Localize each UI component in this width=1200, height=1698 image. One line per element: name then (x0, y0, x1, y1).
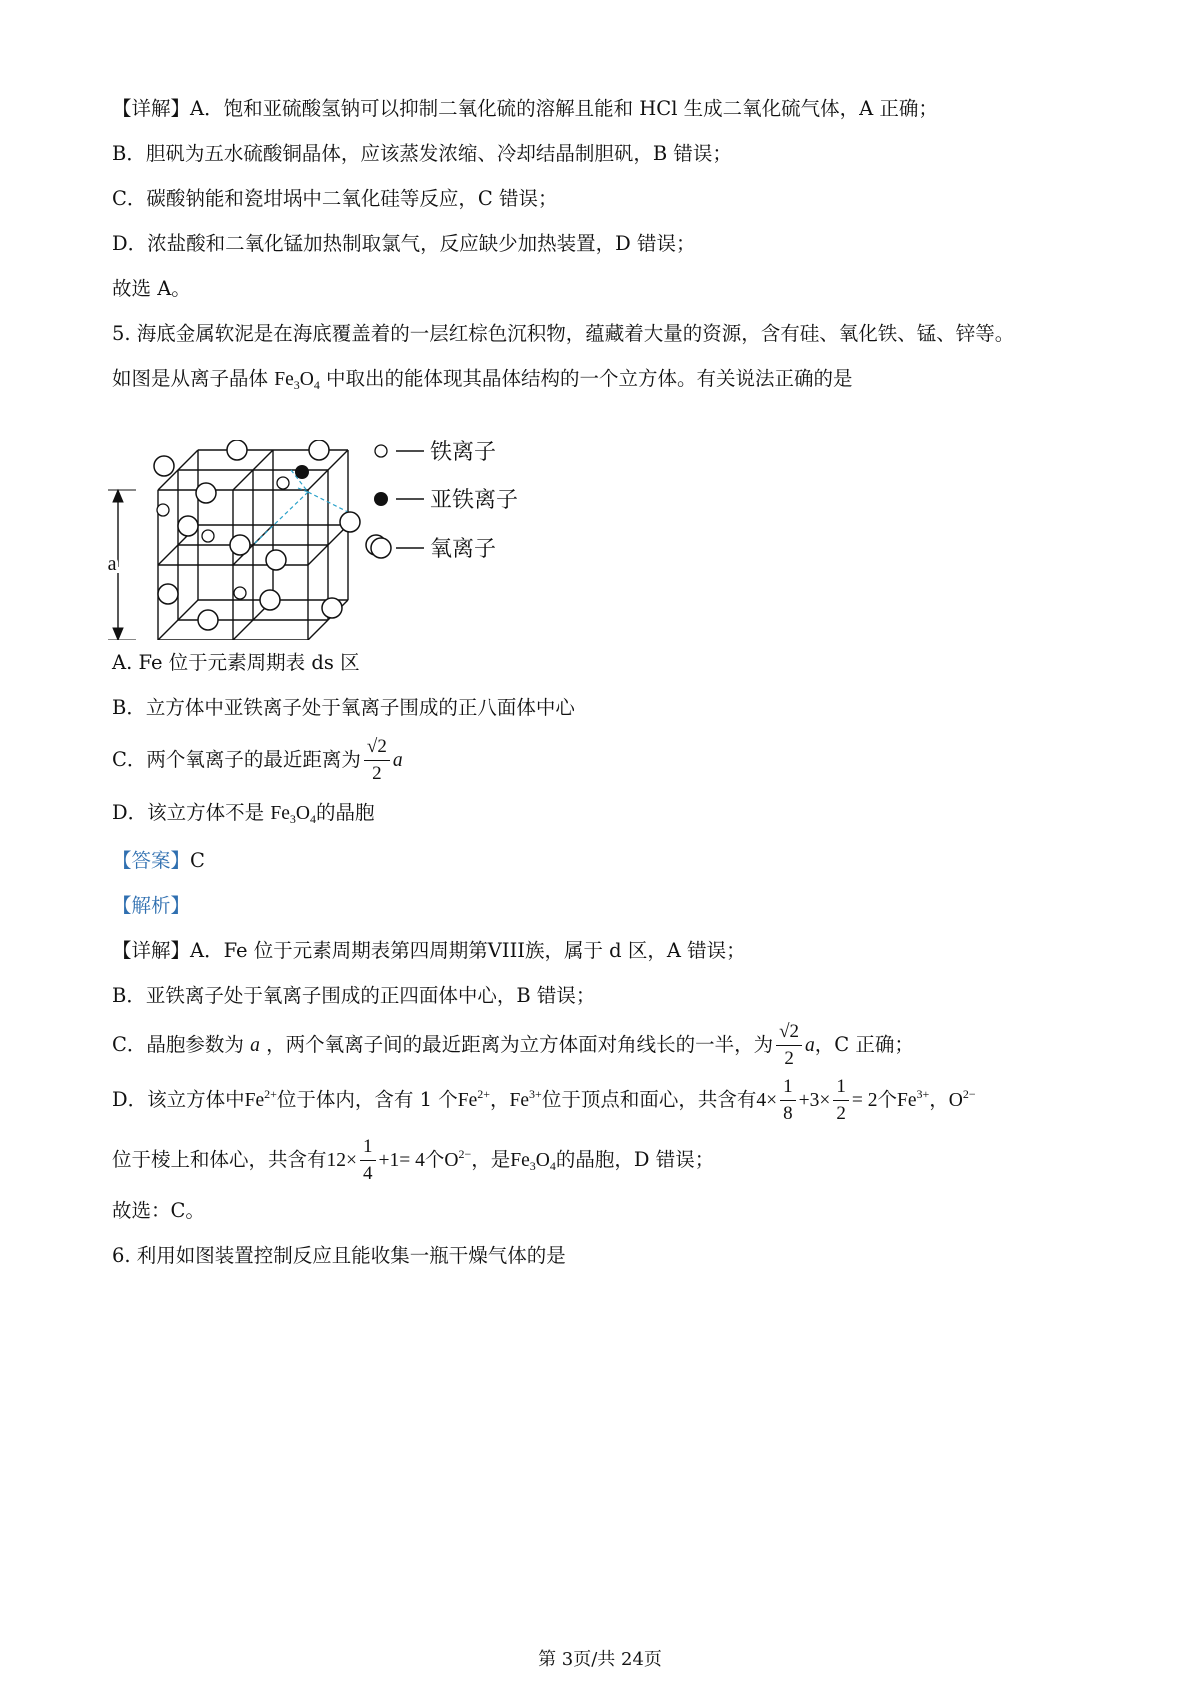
oxygen-ions (154, 440, 386, 630)
detail-choice: 故选：C。 (112, 1199, 205, 1222)
legend-iron-ii-label: 亚铁离子 (430, 488, 519, 513)
question-5-line-2: 如图是从离子晶体 $Fe_3O_4$ 中取出的能体现其晶体结构的一个立方体。有关说法正确的是 (112, 367, 853, 392)
detail-d-line-1: D．该立方体中$Fe^{2+}$位于体内，含有 1 个$Fe^{2+}$，$Fe^{3+}$位于顶点和面心，共含有4× $\frac{1}{8}$ +3× $\frac{1}{2}$ = 2个$Fe^{3+}$，$O^{2-}$ (112, 1076, 976, 1124)
formula-fe3o4: $Fe_3O_4$ (274, 369, 320, 392)
crystal-cube-diagram (108, 440, 608, 640)
detail-b: B．亚铁离子处于氧离子围成的正四面体中心，B 错误； (112, 984, 596, 1007)
iron-ii-ion (295, 465, 309, 479)
question-5-line-1: 5. 海底金属软泥是在海底覆盖着的一层红棕色沉积物，蕴藏着大量的资源，含有硅、氧化铁、锰、锌等。 (112, 322, 1015, 345)
analysis-label: 【解析】 (112, 894, 191, 917)
detail-a: 【详解】A．Fe 位于元素周期表第四周期第VIII族，属于 d 区，A 错误； (112, 939, 746, 962)
option-d: D．该立方体不是 $Fe_3O_4$的晶胞 (112, 801, 375, 826)
legend-iron-iii-marker (375, 445, 387, 457)
detail-line-a-prev: 【详解】A．饱和亚硫酸氢钠可以抑制二氧化硫的溶解且能和 HCl 生成二氧化硫气体，A 正确； (112, 97, 938, 120)
diagram-legend (371, 440, 518, 562)
choice-line-prev: 故选 A。 (112, 277, 191, 300)
iron-iii-ions (157, 477, 289, 599)
legend-iron-iii-label: 铁离子 (430, 440, 497, 465)
detail-line-c-prev: C．碳酸钠能和瓷坩埚中二氧化硅等反应，C 错误； (112, 187, 558, 210)
answer-line: 【答案】C (112, 849, 205, 872)
detail-d-line-2: 位于棱上和体心，共含有12× $\frac{1}{4}$ +1= 4个$O^{2-}$，是$Fe_3O_4$的晶胞，D 错误； (112, 1136, 715, 1184)
detail-c: C．晶胞参数为 a ，两个氧离子间的最近距离为立方体面对角线长的一半，为 $\frac{√2}{2}$ a，C 正确； (112, 1021, 914, 1069)
question-6: 6. 利用如图装置控制反应且能收集一瓶干燥气体的是 (112, 1244, 566, 1267)
tetrahedron-dash-lines (253, 470, 348, 545)
legend-oxygen-label: 氧离子 (430, 537, 497, 562)
option-c: C．两个氧离子的最近距离为 $\frac{√2}{2}$ a (112, 730, 403, 791)
detail-line-d-prev: D．浓盐酸和二氧化锰加热制取氯气，反应缺少加热装置，D 错误； (112, 232, 696, 255)
edge-length-label: a (108, 553, 117, 575)
fraction-sqrt2-over-2: $\frac{√2}{2}$ (364, 734, 390, 787)
legend-iron-ii-marker (374, 492, 388, 506)
option-b: B．立方体中亚铁离子处于氧离子围成的正八面体中心 (112, 696, 575, 719)
legend-oxygen-marker (371, 538, 391, 558)
detail-line-b-prev: B．胆矾为五水硫酸铜晶体，应该蒸发浓缩、冷却结晶制胆矾，B 错误； (112, 142, 732, 165)
option-a: A. Fe 位于元素周期表 ds 区 (112, 651, 360, 674)
page-footer: 第 3页/共 24页 (538, 1649, 662, 1670)
